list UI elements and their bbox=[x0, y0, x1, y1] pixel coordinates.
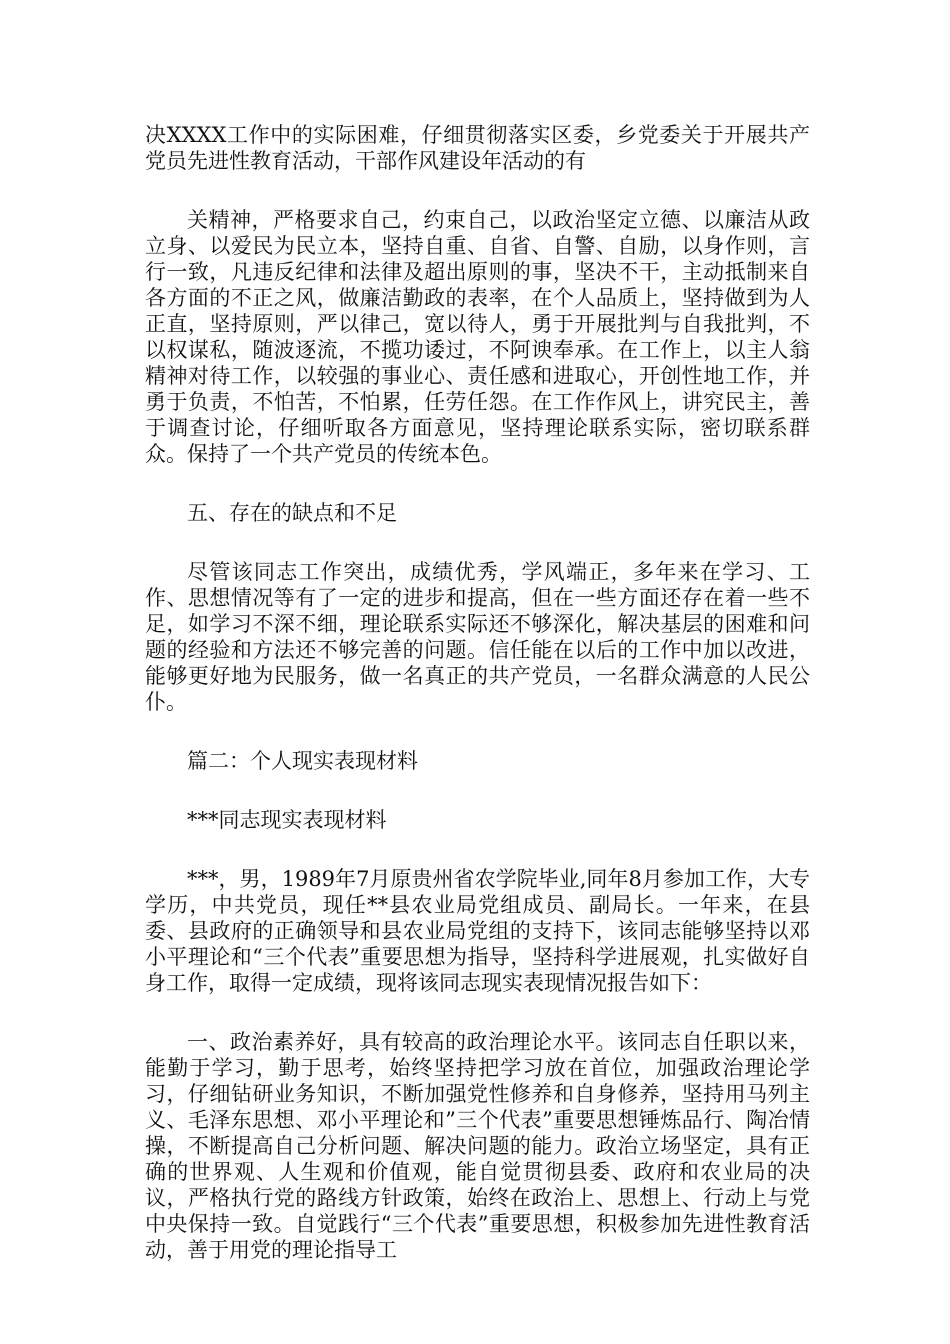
document-subtitle: ***同志现实表现材料 bbox=[187, 808, 387, 832]
section-heading-shortcomings: 五、存在的缺点和不足 bbox=[187, 501, 397, 525]
paragraph-political-quality: 一、政治素养好，具有较高的政治理论水平。该同志自任职以来，能勤于学习，勤于思考，始终坚持把学习放在首位，加强政治理论学习，仔细钻研业务知识，不断加强党性修养和自身修养，坚持用马列主义、毛泽东思想、邓小平理论和”三个代表”重要思想锤炼品行、陶冶情操，不断提高自己分析问题、解决问题的能力。政治立场坚定，具有正确的世界观、人生观和价值观，能自觉贯彻县委、政府和农业局的决议，严格执行党的路线方针政策，始终在政治上、思想上、行动上与党中央保持一致。自觉践行“三个代表”重要思想，积极参加先进性教育活动，善于用党的理论指导工 bbox=[145, 1030, 810, 1262]
paragraph-shortcomings: 尽管该同志工作突出，成绩优秀，学风端正，多年来在学习、工作、思想情况等有了一定的进步和提高，但在一些方面还存在着一些不足，如学习不深不细，理论联系实际还不够深化，解决基层的困难和问题的经验和方法还不够完善的问题。信任能在以后的工作中加以改进，能够更好地为民服务，做一名真正的共产党员，一名群众满意的人民公仆。 bbox=[145, 560, 810, 714]
article-title: 篇二：个人现实表现材料 bbox=[187, 749, 418, 773]
document-page bbox=[145, 122, 810, 1296]
paragraph-continuation: 决XXXX工作中的实际困难，仔细贯彻落实区委，乡党委关于开展共产党员先进性教育活动，干部作风建设年活动的有 bbox=[145, 123, 810, 173]
paragraph-integrity: 关精神，严格要求自己，约束自己，以政治坚定立德、以廉洁从政立身、以爱民为民立本，坚持自重、自省、自警、自励，以身作则，言行一致，凡违反纪律和法律及超出原则的事，坚决不干，主动抵制来自各方面的不正之风，做廉洁勤政的表率，在个人品质上，坚持做到为人正直，坚持原则，严以律己，宽以待人，勇于开展批判与自我批判，不以权谋私，随波逐流，不揽功诿过，不阿谀奉承。在工作上，以主人翁精神对待工作，以较强的事业心、责任感和进取心，开创性地工作，并勇于负责，不怕苦，不怕累，任劳任怨。在工作作风上，讲究民主，善于调查讨论，仔细听取各方面意见，坚持理论联系实际，密切联系群众。保持了一个共产党员的传统本色。 bbox=[145, 208, 810, 466]
paragraph-profile: ***，男，1989年7月原贵州省农学院毕业,同年8月参加工作，大专学历，中共党员，现任**县农业局党组成员、副局长。一年来，在县委、县政府的正确领导和县农业局党组的支持下，该同志能够坚持以邓小平理论和“三个代表”重要思想为指导，坚持科学进展观，扎实做好自身工作，取得一定成绩，现将该同志现实表现情况报告如下： bbox=[145, 867, 810, 995]
